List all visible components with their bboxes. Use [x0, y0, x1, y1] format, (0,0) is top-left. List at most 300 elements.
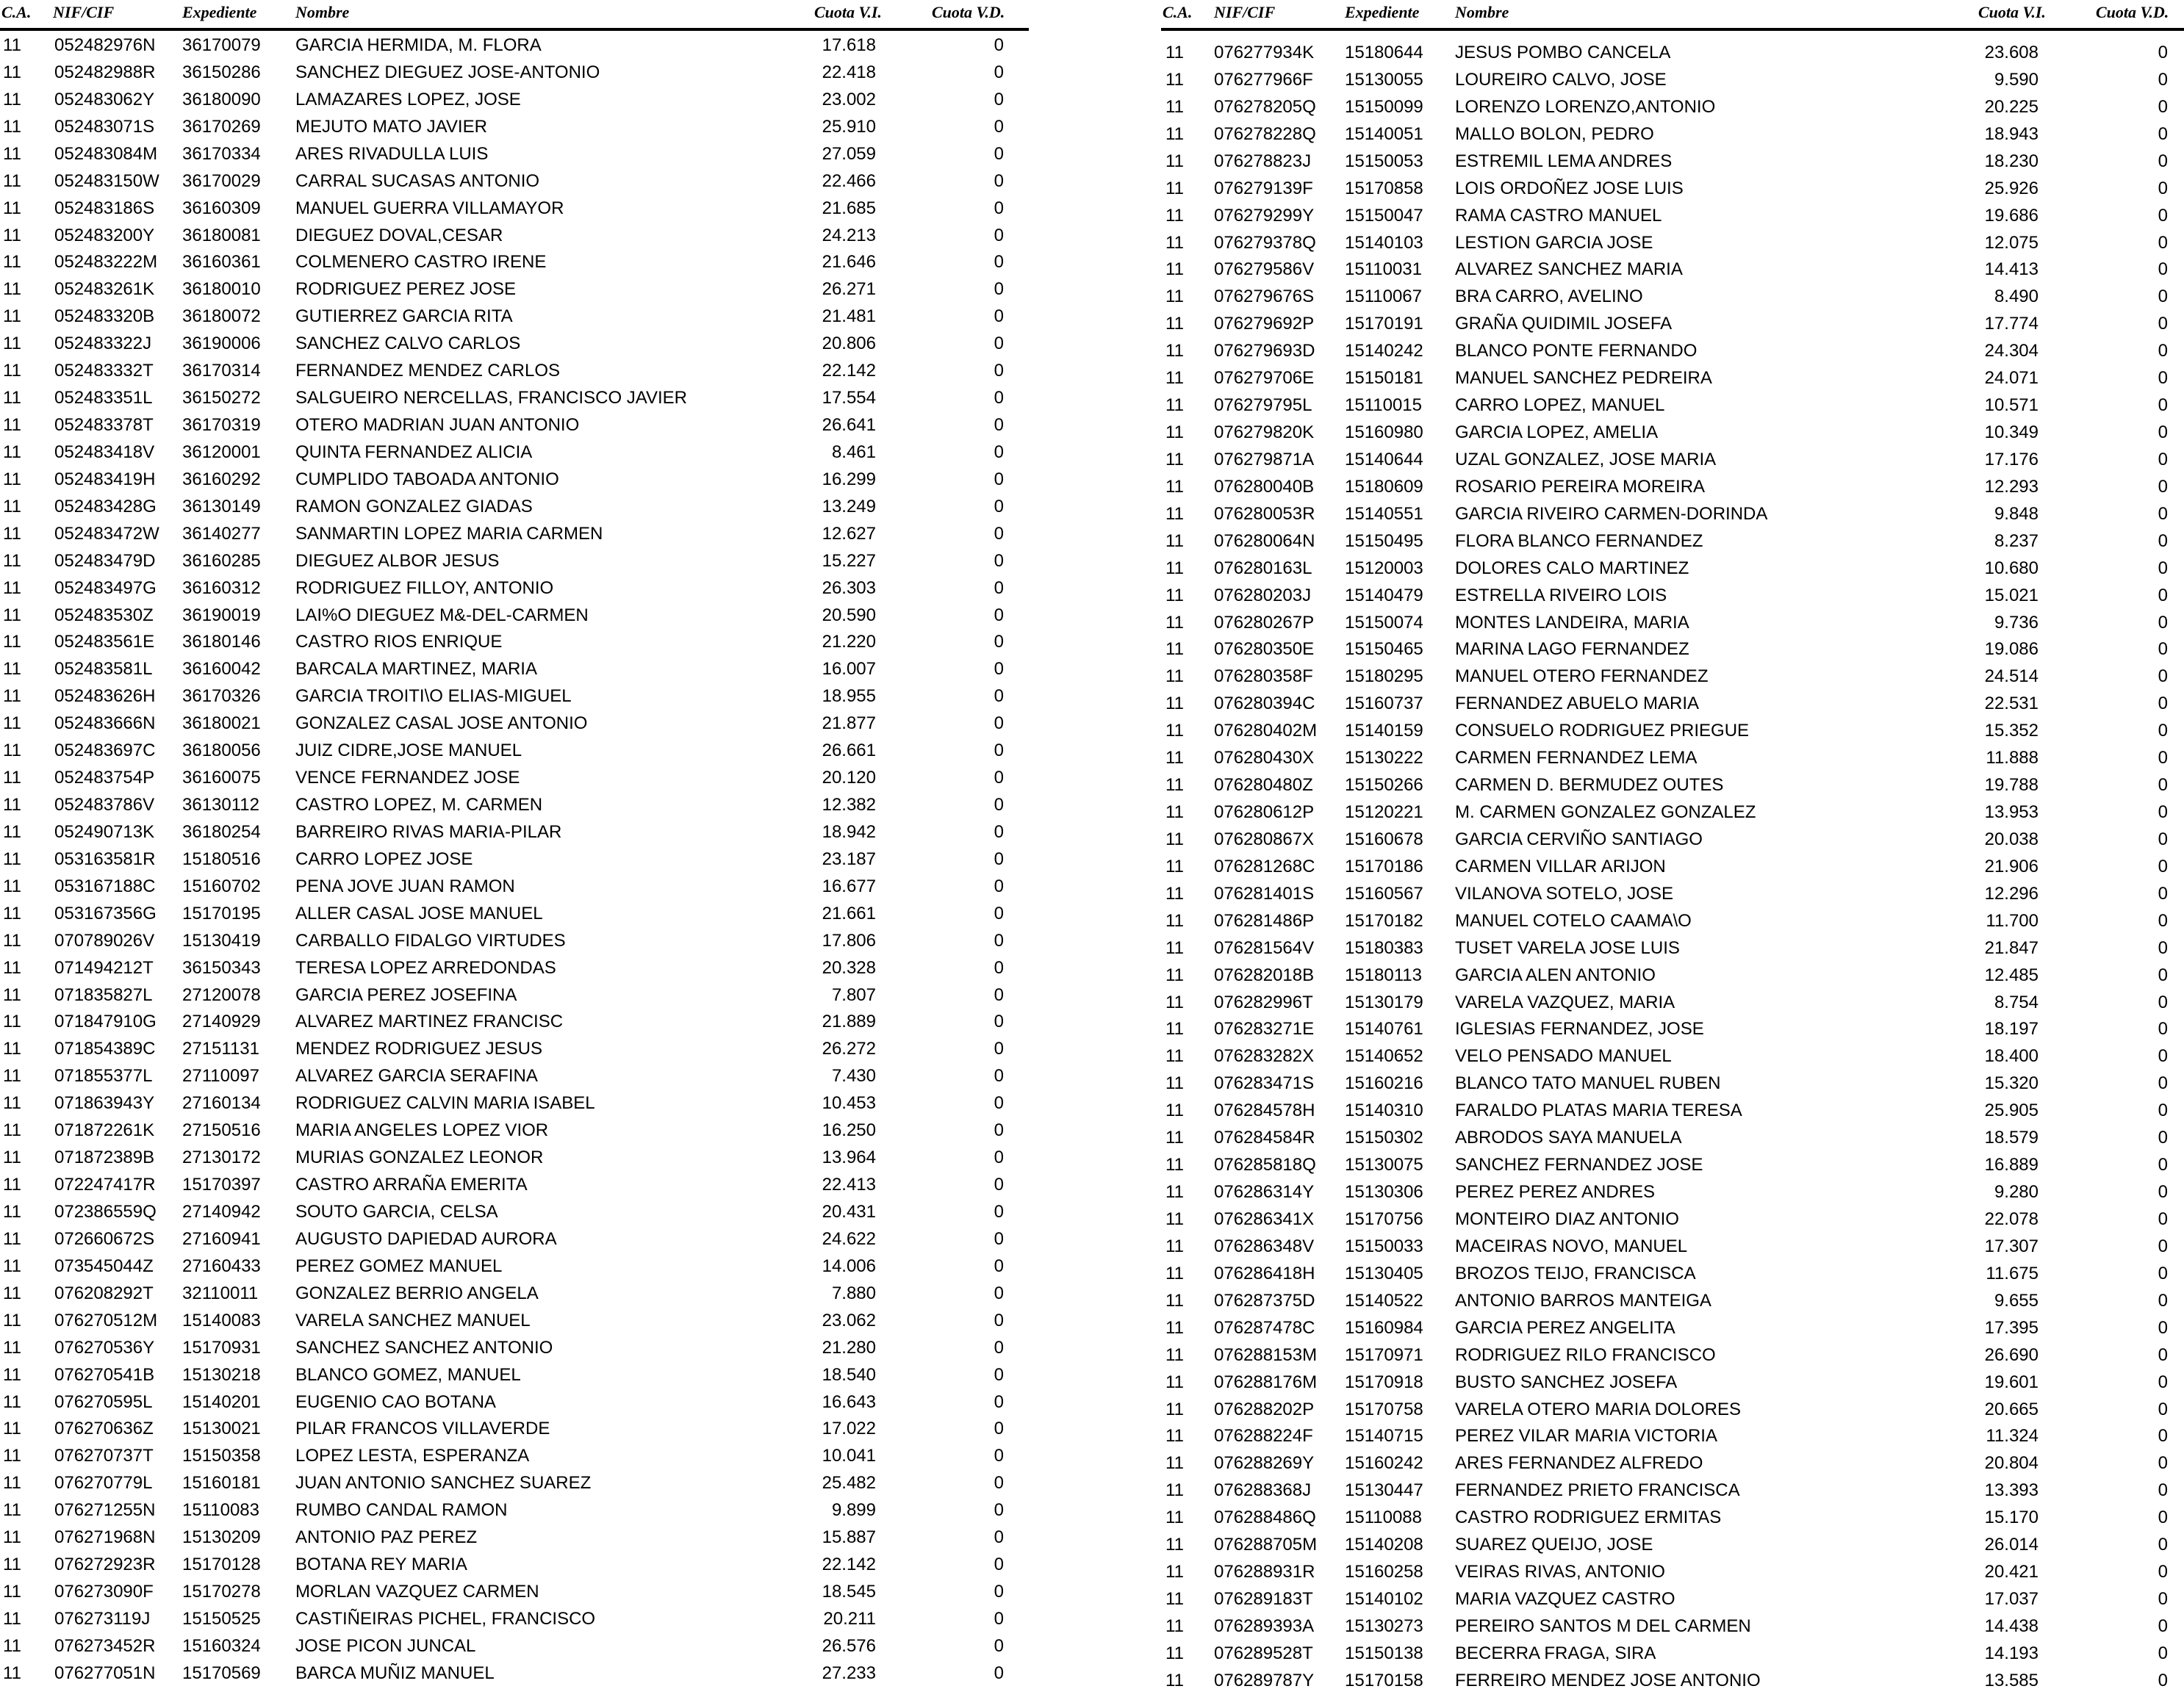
cell-nif-cif: 052483320B	[54, 306, 155, 327]
cell-cuota-vd: 0	[2158, 1073, 2168, 1094]
cell-ca: 11	[1165, 1643, 1184, 1663]
cell-nombre: GONZALEZ BERRIO ANGELA	[295, 1283, 539, 1303]
cell-expediente: 15110067	[1345, 287, 1422, 307]
cell-cuota-vd: 0	[2158, 1182, 2168, 1203]
cell-nif-cif: 052483479D	[54, 550, 156, 571]
cell-cuota-vd: 0	[2158, 476, 2168, 497]
cell-nombre: TERESA LOPEZ ARREDONDAS	[295, 957, 556, 978]
cell-ca: 11	[1165, 43, 1184, 62]
cell-cuota-vd: 0	[994, 1148, 1004, 1168]
cell-nombre: SOUTO GARCIA, CELSA	[295, 1201, 498, 1222]
cell-expediente: 15140479	[1345, 585, 1423, 605]
cell-nif-cif: 076280358F	[1214, 666, 1313, 687]
table-row	[0, 1253, 1029, 1280]
cell-ca: 11	[1165, 666, 1184, 687]
cell-cuota-vd: 0	[2158, 1236, 2168, 1256]
table-row	[0, 494, 1029, 520]
cell-cuota-vd: 0	[994, 62, 1004, 82]
cell-cuota-vd: 0	[994, 1582, 1004, 1602]
cell-expediente: 15170918	[1345, 1372, 1423, 1392]
cell-nombre: CONSUELO RODRIGUEZ PRIEGUE	[1455, 721, 1750, 741]
cell-expediente: 36180010	[182, 279, 261, 300]
cell-cuota-vd: 0	[2158, 1508, 2168, 1528]
cell-ca: 11	[1165, 1236, 1184, 1256]
cell-nombre: JOSE PICON JUNCAL	[295, 1635, 476, 1656]
cell-cuota-vi: 21.906	[1984, 856, 2038, 876]
cell-nombre: MANUEL COTELO CAAMA\O	[1455, 910, 1692, 931]
cell-nombre: CARMEN D. BERMUDEZ OUTES	[1455, 775, 1724, 796]
table-row	[1161, 1477, 2184, 1504]
cell-ca: 11	[3, 252, 21, 273]
cell-cuota-vd: 0	[994, 577, 1004, 598]
cell-nif-cif: 076282018B	[1214, 965, 1315, 985]
table-row	[1161, 1559, 2184, 1585]
cell-expediente: 15130222	[1345, 748, 1423, 768]
cell-nif-cif: 052483530Z	[54, 605, 154, 625]
cell-expediente: 36160075	[182, 768, 261, 788]
cell-cuota-vd: 0	[2158, 1128, 2168, 1148]
table-row	[0, 982, 1029, 1009]
cell-cuota-vi: 19.788	[1984, 775, 2038, 796]
cell-nif-cif: 076280053R	[1214, 503, 1315, 524]
table-row	[1161, 1206, 2184, 1233]
cell-ca: 11	[1165, 558, 1184, 578]
cell-cuota-vi: 17.774	[1984, 314, 2038, 334]
cell-ca: 11	[1165, 802, 1184, 823]
cell-ca: 11	[1165, 1155, 1184, 1175]
cell-expediente: 15170182	[1345, 910, 1423, 931]
cell-expediente: 15140310	[1345, 1101, 1423, 1121]
cell-nif-cif: 076279820K	[1214, 422, 1315, 443]
cell-ca: 11	[1165, 1399, 1184, 1419]
cell-expediente: 27140942	[182, 1201, 261, 1222]
cell-expediente: 36150286	[182, 62, 261, 82]
cell-nif-cif: 076280612P	[1214, 802, 1315, 823]
cell-ca: 11	[3, 577, 21, 598]
cell-expediente: 15140551	[1345, 503, 1423, 524]
cell-cuota-vd: 0	[2158, 368, 2168, 389]
cell-nombre: VARELA OTERO MARIA DOLORES	[1455, 1399, 1741, 1419]
table-row	[0, 168, 1029, 195]
cell-cuota-vd: 0	[994, 632, 1004, 652]
cell-nombre: RUMBO CANDAL RAMON	[295, 1500, 508, 1521]
cell-cuota-vi: 12.627	[822, 523, 876, 544]
cell-nombre: DIEGUEZ ALBOR JESUS	[295, 550, 500, 571]
cell-cuota-vi: 26.661	[822, 741, 876, 761]
cell-cuota-vd: 0	[994, 1635, 1004, 1656]
cell-expediente: 15110015	[1345, 395, 1422, 416]
cell-nombre: LAMAZARES LOPEZ, JOSE	[295, 89, 521, 109]
cell-cuota-vd: 0	[2158, 1046, 2168, 1067]
cell-nombre: BLANCO PONTE FERNANDO	[1455, 341, 1698, 361]
table-row	[1161, 1043, 2184, 1070]
cell-cuota-vi: 18.400	[1984, 1046, 2038, 1067]
cell-cuota-vi: 20.120	[822, 768, 876, 788]
cell-ca: 11	[1165, 1426, 1184, 1447]
cell-cuota-vi: 17.554	[822, 388, 876, 408]
cell-nombre: ABRODOS SAYA MANUELA	[1455, 1128, 1682, 1148]
cell-cuota-vd: 0	[2158, 558, 2168, 578]
table-row	[0, 467, 1029, 493]
cell-cuota-vd: 0	[2158, 503, 2168, 524]
table-row	[1161, 745, 2184, 771]
cell-nif-cif: 076279706E	[1214, 368, 1315, 389]
cell-ca: 11	[1165, 476, 1184, 497]
table-row	[0, 1090, 1029, 1117]
cell-nif-cif: 052483754P	[54, 768, 155, 788]
table-row	[1161, 718, 2184, 744]
cell-cuota-vd: 0	[2158, 314, 2168, 334]
table-row	[0, 656, 1029, 682]
cell-cuota-vi: 25.910	[822, 116, 876, 137]
cell-nombre: BARCALA MARTINEZ, MARIA	[295, 659, 537, 680]
cell-expediente: 36190006	[182, 334, 261, 354]
cell-nif-cif: 076270636Z	[54, 1419, 154, 1439]
cell-cuota-vi: 20.804	[1984, 1453, 2038, 1474]
table-row	[0, 87, 1029, 113]
cell-cuota-vi: 22.466	[822, 170, 876, 191]
cell-cuota-vd: 0	[2158, 449, 2168, 469]
cell-cuota-vd: 0	[2158, 802, 2168, 823]
cell-nombre: MANUEL GUERRA VILLAMAYOR	[295, 198, 564, 218]
cell-ca: 11	[3, 1201, 21, 1222]
cell-expediente: 15180609	[1345, 476, 1423, 497]
cell-expediente: 15140644	[1345, 449, 1423, 469]
cell-ca: 11	[1165, 585, 1184, 605]
cell-cuota-vd: 0	[2158, 69, 2168, 90]
cell-cuota-vd: 0	[2158, 96, 2168, 117]
cell-expediente: 36130112	[182, 795, 259, 815]
cell-cuota-vi: 9.590	[1994, 69, 2038, 90]
cell-nombre: CASTRO RIOS ENRIQUE	[295, 632, 503, 652]
cell-expediente: 15140522	[1345, 1290, 1423, 1311]
cell-ca: 11	[3, 62, 21, 82]
cell-cuota-vi: 20.590	[822, 605, 876, 625]
table-row	[1161, 990, 2184, 1016]
table-row	[0, 249, 1029, 275]
cell-cuota-vi: 16.889	[1984, 1155, 2038, 1175]
cell-ca: 11	[3, 903, 21, 923]
cell-nombre: AUGUSTO DAPIEDAD AURORA	[295, 1228, 557, 1249]
cell-nombre: FLORA BLANCO FERNANDEZ	[1455, 530, 1703, 551]
cell-expediente: 15160980	[1345, 422, 1423, 443]
cell-expediente: 15170971	[1345, 1344, 1423, 1365]
cell-nombre: FERNANDEZ MENDEZ CARLOS	[295, 361, 561, 381]
cell-expediente: 15140715	[1345, 1426, 1423, 1447]
cell-cuota-vi: 17.037	[1984, 1589, 2038, 1609]
cell-cuota-vd: 0	[994, 198, 1004, 218]
cell-cuota-vi: 15.352	[1984, 721, 2038, 741]
cell-nombre: CARMEN VILLAR ARIJON	[1455, 856, 1666, 876]
cell-expediente: 15150525	[182, 1608, 261, 1629]
cell-nif-cif: 071872261K	[54, 1120, 155, 1141]
cell-cuota-vi: 11.700	[1986, 910, 2038, 931]
table-row	[1161, 392, 2184, 419]
cell-expediente: 15180516	[182, 849, 261, 869]
cell-nombre: PEREZ PEREZ ANDRES	[1455, 1182, 1656, 1203]
cell-nif-cif: 076288153M	[1214, 1344, 1318, 1365]
table-row	[1161, 1233, 2184, 1260]
cell-cuota-vd: 0	[2158, 883, 2168, 904]
cell-nombre: GARCIA CERVIÑO SANTIAGO	[1455, 829, 1703, 849]
cell-expediente: 36160292	[182, 469, 261, 489]
cell-expediente: 36170334	[182, 143, 261, 164]
cell-cuota-vd: 0	[994, 388, 1004, 408]
cell-cuota-vi: 13.953	[1984, 802, 2038, 823]
cell-cuota-vi: 24.213	[822, 225, 876, 245]
cell-ca: 11	[3, 821, 21, 842]
cell-expediente: 15130306	[1345, 1182, 1423, 1203]
cell-cuota-vd: 0	[994, 550, 1004, 571]
cell-cuota-vi: 10.571	[1984, 395, 2038, 416]
cell-ca: 11	[1165, 748, 1184, 768]
cell-cuota-vi: 22.078	[1984, 1209, 2038, 1229]
table-row	[0, 1416, 1029, 1442]
cell-nombre: MONTEIRO DIAZ ANTONIO	[1455, 1209, 1679, 1229]
cell-nif-cif: 076288176M	[1214, 1372, 1318, 1392]
cell-cuota-vi: 21.847	[1984, 937, 2038, 958]
cell-expediente: 15170128	[182, 1555, 261, 1575]
cell-ca: 11	[3, 1473, 21, 1494]
cell-cuota-vi: 20.225	[1984, 96, 2038, 117]
cell-nombre: VARELA VAZQUEZ, MARIA	[1455, 992, 1675, 1012]
cell-cuota-vi: 18.955	[822, 686, 876, 707]
cell-nif-cif: 076280350E	[1214, 639, 1315, 660]
cell-nif-cif: 052483200Y	[54, 225, 155, 245]
table-row	[1161, 1315, 2184, 1341]
cell-ca: 11	[1165, 910, 1184, 931]
cell-cuota-vi: 22.142	[822, 361, 876, 381]
cell-ca: 11	[3, 198, 21, 218]
cell-cuota-vd: 0	[994, 1120, 1004, 1141]
table-row	[0, 1606, 1029, 1632]
cell-ca: 11	[3, 496, 21, 516]
cell-expediente: 15140159	[1345, 721, 1423, 741]
cell-cuota-vi: 22.531	[1984, 694, 2038, 714]
table-row	[0, 1660, 1029, 1687]
cell-cuota-vd: 0	[2158, 829, 2168, 849]
cell-ca: 11	[3, 1419, 21, 1439]
cell-ca: 11	[1165, 503, 1184, 524]
cell-cuota-vd: 0	[2158, 1426, 2168, 1447]
cell-nombre: CARRAL SUCASAS ANTONIO	[295, 170, 540, 191]
header-rule	[1161, 28, 2184, 31]
cell-nif-cif: 076279139F	[1214, 178, 1313, 198]
cell-cuota-vi: 24.071	[1984, 368, 2038, 389]
cell-expediente: 27151131	[182, 1039, 259, 1059]
cell-nif-cif: 071835827L	[54, 984, 153, 1005]
cell-cuota-vd: 0	[2158, 1344, 2168, 1365]
cell-expediente: 36190019	[182, 605, 261, 625]
cell-expediente: 15160678	[1345, 829, 1423, 849]
cell-ca: 11	[1165, 123, 1184, 144]
header-ca: C.A.	[1163, 3, 1193, 21]
table-row	[1161, 1369, 2184, 1396]
cell-cuota-vi: 24.304	[1984, 341, 2038, 361]
table-row	[0, 276, 1029, 303]
cell-cuota-vd: 0	[2158, 992, 2168, 1012]
cell-nif-cif: 053167356G	[54, 903, 157, 923]
cell-cuota-vi: 26.690	[1984, 1344, 2038, 1365]
table-row	[1161, 474, 2184, 500]
cell-cuota-vd: 0	[2158, 395, 2168, 416]
table-row	[1161, 1450, 2184, 1477]
cell-ca: 11	[3, 713, 21, 734]
cell-cuota-vi: 19.086	[1984, 639, 2038, 660]
cell-nif-cif: 076280064N	[1214, 530, 1315, 551]
cell-nombre: FARALDO PLATAS MARIA TERESA	[1455, 1101, 1742, 1121]
table-row	[0, 1199, 1029, 1225]
table-row	[1161, 230, 2184, 256]
cell-ca: 11	[1165, 965, 1184, 985]
cell-ca: 11	[3, 686, 21, 707]
table-row	[1161, 501, 2184, 527]
cell-expediente: 15170186	[1345, 856, 1423, 876]
cell-expediente: 15150302	[1345, 1128, 1423, 1148]
cell-cuota-vi: 17.618	[822, 35, 876, 55]
cell-cuota-vd: 0	[994, 170, 1004, 191]
cell-nif-cif: 076271255N	[54, 1500, 156, 1521]
cell-ca: 11	[1165, 1073, 1184, 1094]
cell-cuota-vi: 8.490	[1994, 287, 2038, 307]
cell-ca: 11	[1165, 1562, 1184, 1582]
cell-cuota-vd: 0	[994, 306, 1004, 327]
cell-cuota-vi: 14.193	[1984, 1643, 2038, 1663]
table-row	[0, 548, 1029, 575]
cell-cuota-vi: 12.075	[1984, 232, 2038, 253]
table-row	[1161, 1152, 2184, 1178]
cell-ca: 11	[3, 1446, 21, 1466]
cell-nif-cif: 076280040B	[1214, 476, 1315, 497]
table-row	[1161, 338, 2184, 364]
cell-ca: 11	[3, 143, 21, 164]
cell-cuota-vi: 17.395	[1984, 1317, 2038, 1338]
cell-nif-cif: 076279693D	[1214, 341, 1315, 361]
table-row	[0, 1117, 1029, 1144]
cell-cuota-vd: 0	[994, 1446, 1004, 1466]
cell-expediente: 15160181	[182, 1473, 261, 1494]
cell-nif-cif: 076270512M	[54, 1310, 158, 1330]
cell-cuota-vd: 0	[2158, 1670, 2168, 1690]
cell-nif-cif: 076289528T	[1214, 1643, 1313, 1663]
cell-cuota-vd: 0	[994, 849, 1004, 869]
cell-ca: 11	[3, 768, 21, 788]
cell-cuota-vd: 0	[994, 361, 1004, 381]
cell-nombre: JUIZ CIDRE,JOSE MANUEL	[295, 741, 522, 761]
cell-cuota-vd: 0	[994, 1175, 1004, 1195]
cell-nif-cif: 076288486Q	[1214, 1508, 1316, 1528]
table-row	[0, 683, 1029, 710]
cell-cuota-vi: 13.393	[1984, 1480, 2038, 1501]
cell-cuota-vi: 22.418	[822, 62, 876, 82]
cell-cuota-vd: 0	[2158, 178, 2168, 198]
cell-nif-cif: 076270737T	[54, 1446, 154, 1466]
cell-nif-cif: 071855377L	[54, 1066, 153, 1087]
cell-nif-cif: 076287375D	[1214, 1290, 1315, 1311]
cell-cuota-vi: 26.014	[1984, 1535, 2038, 1555]
cell-cuota-vd: 0	[2158, 205, 2168, 226]
cell-cuota-vi: 22.413	[822, 1175, 876, 1195]
cell-expediente: 15180644	[1345, 43, 1423, 62]
table-row	[1161, 1397, 2184, 1423]
cell-cuota-vd: 0	[2158, 1480, 2168, 1501]
cell-nombre: GARCIA RIVEIRO CARMEN-DORINDA	[1455, 503, 1768, 524]
cell-cuota-vi: 25.482	[822, 1473, 876, 1494]
cell-expediente: 36160312	[182, 577, 261, 598]
cell-ca: 11	[3, 1120, 21, 1141]
cell-cuota-vd: 0	[994, 1283, 1004, 1303]
table-row	[0, 358, 1029, 384]
table-row	[0, 521, 1029, 547]
cell-nombre: BECERRA FRAGA, SIRA	[1455, 1643, 1656, 1663]
cell-expediente: 15140103	[1345, 232, 1423, 253]
cell-expediente: 27160433	[182, 1256, 261, 1276]
cell-expediente: 15130273	[1345, 1616, 1423, 1636]
cell-cuota-vd: 0	[2158, 965, 2168, 985]
cell-cuota-vi: 14.413	[1984, 259, 2038, 280]
cell-nombre: GUTIERREZ GARCIA RITA	[295, 306, 513, 327]
cell-nombre: BOTANA REY MARIA	[295, 1555, 467, 1575]
table-row	[1161, 311, 2184, 337]
cell-nif-cif: 053163581R	[54, 849, 156, 869]
cell-cuota-vd: 0	[994, 795, 1004, 815]
cell-nif-cif: 076271968N	[54, 1527, 156, 1548]
cell-cuota-vd: 0	[994, 1256, 1004, 1276]
table-row	[0, 765, 1029, 791]
cell-nombre: RODRIGUEZ PEREZ JOSE	[295, 279, 517, 300]
cell-nif-cif: 052483561E	[54, 632, 155, 652]
cell-nif-cif: 076289393A	[1214, 1616, 1315, 1636]
cell-expediente: 36160042	[182, 659, 261, 680]
table-row	[1161, 419, 2184, 446]
cell-nif-cif: 076273090F	[54, 1582, 154, 1602]
cell-nif-cif: 076270541B	[54, 1364, 155, 1385]
header-cuota-vi: Cuota V.I.	[1978, 3, 2046, 21]
cell-nif-cif: 073545044Z	[54, 1256, 154, 1276]
cell-expediente: 15160216	[1345, 1073, 1423, 1094]
header-nombre: Nombre	[1455, 3, 1509, 21]
cell-cuota-vi: 10.041	[822, 1446, 876, 1466]
cell-nif-cif: 076280480Z	[1214, 775, 1313, 796]
cell-expediente: 15110031	[1345, 259, 1422, 280]
cell-ca: 11	[1165, 775, 1184, 796]
cell-ca: 11	[1165, 694, 1184, 714]
cell-nif-cif: 076270779L	[54, 1473, 153, 1494]
cell-ca: 11	[1165, 530, 1184, 551]
cell-nombre: GARCIA PEREZ JOSEFINA	[295, 984, 517, 1005]
cell-cuota-vi: 26.303	[822, 577, 876, 598]
cell-nif-cif: 052482988R	[54, 62, 156, 82]
cell-expediente: 36170319	[182, 415, 261, 436]
cell-cuota-vd: 0	[994, 1663, 1004, 1683]
cell-cuota-vd: 0	[994, 1066, 1004, 1087]
cell-ca: 11	[1165, 341, 1184, 361]
cell-cuota-vi: 21.661	[822, 903, 876, 923]
cell-ca: 11	[3, 89, 21, 109]
cell-ca: 11	[3, 1310, 21, 1330]
cell-nif-cif: 076283271E	[1214, 1019, 1315, 1040]
cell-nombre: MARINA LAGO FERNANDEZ	[1455, 639, 1689, 660]
cell-nif-cif: 076288368J	[1214, 1480, 1312, 1501]
cell-ca: 11	[3, 1555, 21, 1575]
cell-ca: 11	[3, 279, 21, 300]
cell-nif-cif: 076280402M	[1214, 721, 1318, 741]
cell-ca: 11	[3, 741, 21, 761]
cell-cuota-vi: 18.540	[822, 1364, 876, 1385]
cell-cuota-vd: 0	[2158, 151, 2168, 171]
cell-nombre: VARELA SANCHEZ MANUEL	[295, 1310, 531, 1330]
cell-nombre: RODRIGUEZ FILLOY, ANTONIO	[295, 577, 554, 598]
